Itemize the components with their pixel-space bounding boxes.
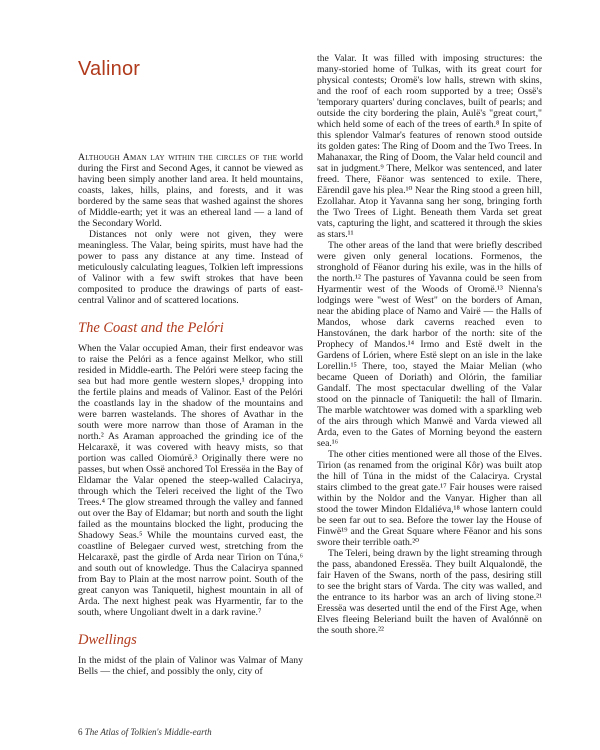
right-column xyxy=(317,53,542,636)
intro-rest: world during the First and Second Ages, it cannot be viewed as having been simply another land area. It held mountains, coasts, lakes, hills, plains, and forests, and it was bordered by the same seas that washed against the shores of Middle-earth; yet it was an ethereal land — a land of the Secondary World. xyxy=(78,152,304,229)
page-number: 6 xyxy=(78,727,83,737)
intro-paragraph xyxy=(78,152,303,229)
intro-smallcaps: Although Aman lay within the circles of the xyxy=(78,152,278,163)
paragraph-distances: Distances not only were not given, they were meaningless. The Valar, being spirits, must have had the power to pass any distance at any time. Instead of meticulously calculating leagues, Tolkien left impressions of Valinor with a few swift strokes that have been composited to produce the drawings of parts of east-central Valinor and of scattered locations. xyxy=(78,229,303,306)
running-title: The Atlas of Tolkien's Middle-earth xyxy=(84,727,212,737)
left-column xyxy=(78,152,303,677)
section-heading-coast: The Coast and the Pelóri xyxy=(78,320,224,336)
section-heading-dwellings: Dwellings xyxy=(78,632,137,648)
page-footer xyxy=(78,727,212,737)
page-title: Valinor xyxy=(78,58,141,80)
paragraph-valmar: the Valar. It was filled with imposing structures: the many-storied home of Tulkas, with its great court for physical contests; Oromë's low halls, strewn with skins, and the roof of each room supported by a tree; Ossë's 'temporary quarters' during conclaves, built of pearls; and outside the city bordering the plain, Aulë's "great court," which held some of each of the trees of earth.⁸ In spite of this splendor Valmar's features of renown stood outside its golden gates: The Ring of Doom and the Two Trees. In Mahanaxar, the Ring of Doom, the Valar held council and sat in judgment.⁹ There, Melkor was sentenced, and later freed. There, Fëanor was sentenced to exile. There, Eärendil gave his plea.¹⁰ Near the Ring stood a green hill, Ezollahar. Atop it Yavanna sang her song, bringing forth the Two Trees of Light. Beneath them Varda set great vats, capturing the light, and scattered it through the skies as stars.¹¹ xyxy=(317,53,542,240)
paragraph-coast: When the Valar occupied Aman, their first endeavor was to raise the Pelóri as a fence against Melkor, who still resided in Middle-earth. The Pelóri were steep facing the sea but had more gentle western slopes,¹ dropping into the fertile plains and meads of Valinor. East of the Pelóri the coastlands lay in the shadow of the mountains and were barren wastelands. The shores of Avathar in the south were more narrow than those of Araman in the north.² As Araman approached the grinding ice of the Helcaraxë, it was covered with heavy mists, so that portion was called Oiomúrë.³ Originally there were no passes, but when Ossë anchored Tol Eressëa in the Bay of Eldamar the Valar opened the steep-walled Calacirya, through which the Teleri received the light of the Two Trees.⁴ The glow streamed through the valley and fanned out over the Bay of Eldamar; but north and south the light failed as the mountains blocked the light, producing the Shadowy Seas.⁵ While the mountains curved east, the coastline of Belegaer curved west, stretching from the Helcaraxë, past the girdle of Arda near Tirion on Túna,⁶ and south out of knowledge. Thus the Calacirya spanned from Bay to Plain at the most narrow point. South of the great canyon was Taniquetil, highest mountain in all of Arda. The next highest peak was Hyarmentir, far to the south, where Ungoliant dwelt in a dark ravine.⁷ xyxy=(78,343,303,618)
paragraph-dwellings: In the midst of the plain of Valinor was Valmar of Many Bells — the chief, and possibly the only, city of xyxy=(78,655,303,677)
paragraph-elven-cities: The other cities mentioned were all those of the Elves. Tirion (as renamed from the original Kôr) was built atop the hill of Túna in the midst of the Calacirya. Crystal stairs climbed to the great gate.¹⁷ Fair houses were raised within by the Noldor and the Vanyar. Higher than all stood the tower Mindon Eldaliéva,¹⁸ whose lantern could be seen far out to sea. Before the tower lay the House of Finwë¹⁹ and the Great Square where Fëanor and his sons swore their terrible oath.²⁰ xyxy=(317,449,542,548)
paragraph-other-areas: The other areas of the land that were briefly described were given only general locations. Formenos, the stronghold of Fëanor during his exile, was in the hills of the north.¹² The pastures of Yavanna could be seen from Hyarmentir west of the Woods of Oromë.¹³ Nienna's lodgings were "west of West" on the borders of Aman, near the abiding place of Namo and Vairë — the Halls of Mandos, whose dark caverns reached even to Hanstovánen, the dark harbor of the north: site of the Prophecy of Mandos.¹⁴ Irmo and Estë dwelt in the Gardens of Lórien, where Estë slept on an isle in the lake Lorellin.¹⁵ There, too, stayed the Maiar Melian (who became Queen of Doriath) and Olórin, the familiar Gandalf. The most spectacular dwelling of the Valar stood on the pinnacle of Taniquetil: the hall of Ilmarin. The marble watchtower was domed with a sparkling web of the airs through which Manwë and Varda viewed all Arda, even to the Gates of Morning beyond the eastern sea.¹⁶ xyxy=(317,240,542,449)
paragraph-teleri: The Teleri, being drawn by the light streaming through the pass, abandoned Eressëa. They built Alqualondë, the fair Haven of the Swans, north of the pass, desiring still to see the bright stars of Varda. The city was walled, and the entrance to its harbor was an arch of living stone.²¹ Eressëa was deserted until the end of the First Age, when Elves fleeing Beleriand built the haven of Avalónnë on the south shore.²² xyxy=(317,548,542,636)
